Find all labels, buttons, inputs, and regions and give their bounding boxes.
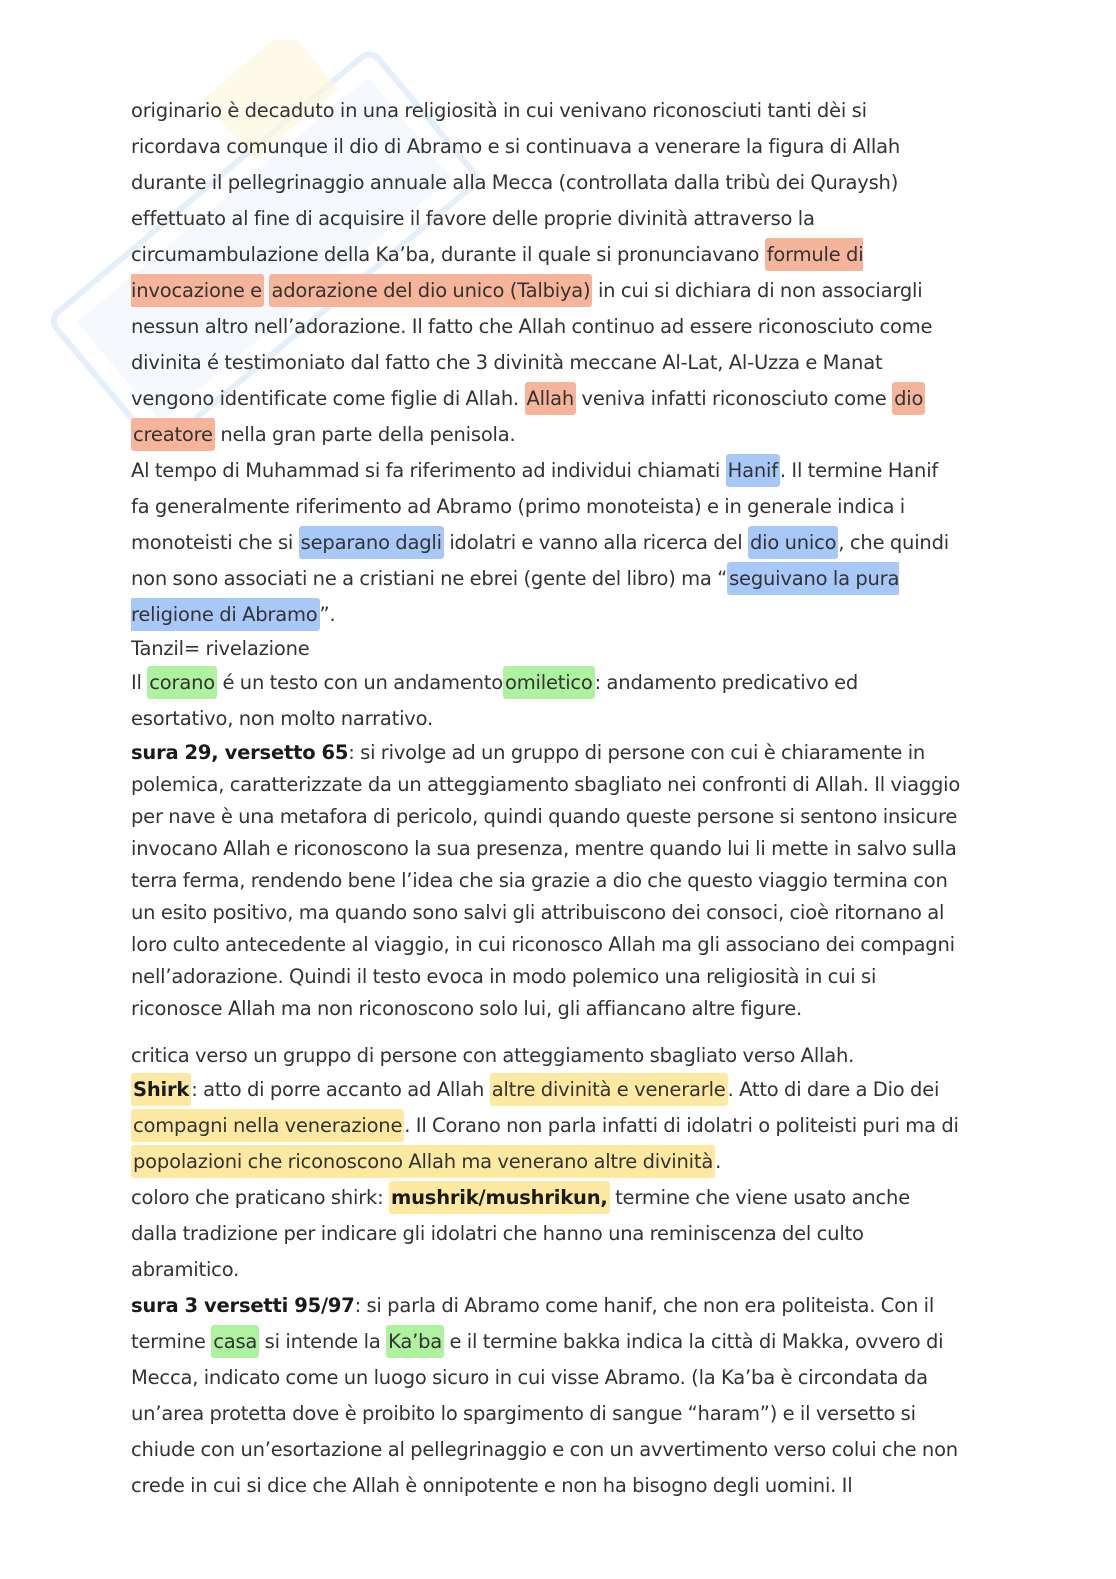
highlight-blue: separano dagli <box>299 526 444 559</box>
paragraph-sura-3: sura 3 versetti 95/97: si parla di Abramo come hanif, che non era politeista. Con il termine casa si intende la Ka’ba e il termine bakka indica la città di Makka, ovvero di Mecca, indicato come un luogo sicuro in cui visse Abramo. (la Ka’ba è circondata da un’area protetta dove è proibito lo spargimento di sangue “haram”) e il versetto si chiude con un’esortazione al pellegrinaggio e con un avvertimento verso colui che non crede in cui si dice che Allah è onnipotente e non ha bisogno degli uomini. Il <box>131 1294 958 1497</box>
paragraph-origins: originario è decaduto in una religiosità in cui venivano riconosciuti tanti dèi si ricordava comunque il dio di Abramo e si continuava a venerare la figura di Allah durante il pellegrinaggio annuale alla Mecca (controllata dalla tribù dei Quraysh) effettuato al fine di acquisire il favore delle proprie divinità attraverso la circumambulazione della Ka’ba, durante il quale si pronunciavano formule di invocazione e adorazione del dio unico (Talbiya) in cui si dichiara di non associargli nessun altro nell’adorazione. Il fatto che Allah continuo ad essere riconosciuto come divinita é testimoniato dal fatto che 3 divinità meccane Al-Lat, Al-Uzza e Manat vengono identificate come figlie di Allah. Allah veniva infatti riconosciuto come dio creatore nella gran parte della penisola. <box>131 93 961 453</box>
paragraph-critica: critica verso un gruppo di persone con atteggiamento sbagliato verso Allah. <box>131 1044 855 1067</box>
highlight-green: corano <box>147 666 217 699</box>
highlight-blue: seguivano la pura religione di Abramo <box>131 562 899 631</box>
highlight-orange: Allah <box>525 382 576 415</box>
highlight-orange: formule di invocazione e <box>131 238 863 307</box>
sura-reference: sura 29, versetto 65 <box>131 741 349 764</box>
document-body <box>131 93 961 1504</box>
highlight-yellow: compagni nella venerazione <box>131 1109 404 1142</box>
paragraph-shirk: Shirk : atto di porre accanto ad Allah altre divinità e venerarle . Atto di dare a Dio dei compagni nella venerazione . Il Corano non parla infatti di idolatri o politeisti puri ma di popolazioni che riconoscono Allah ma venerano altre divinità . <box>131 1072 961 1180</box>
paragraph-hanif: Al tempo di Muhammad si fa riferimento ad individui chiamati Hanif . Il termine Hanif fa generalmente riferimento ad Abramo (primo monoteista) e in generale indica i monoteisti che si separano dagli idolatri e vanno alla ricerca del dio unico , che quindi non sono associati ne a cristiani ne ebrei (gente del libro) ma “ seguivano la pura religione di Abramo ”. <box>131 453 961 633</box>
highlight-orange: creatore <box>131 418 215 451</box>
highlight-green: casa <box>211 1325 259 1358</box>
highlight-blue: dio unico <box>748 526 838 559</box>
highlight-yellow: Shirk <box>131 1073 191 1106</box>
highlight-blue: Hanif <box>726 454 780 487</box>
paragraph-mushrik: coloro che praticano shirk: mushrik/mushrikun, termine che viene usato anche dalla tradizione per indicare gli idolatri che hanno una reminiscenza del culto abramitico. <box>131 1180 961 1288</box>
highlight-orange: adorazione del dio unico (Talbiya) <box>269 274 592 307</box>
paragraph-tanzil: Tanzil= rivelazione <box>131 637 310 660</box>
highlight-yellow: mushrik/mushrikun, <box>389 1181 610 1214</box>
highlight-green: Ka’ba <box>386 1325 444 1358</box>
highlight-yellow: altre divinità e venerarle <box>490 1073 728 1106</box>
highlight-orange: dio <box>892 382 925 415</box>
highlight-green: omiletico <box>503 666 595 699</box>
paragraph-sura-29: sura 29, versetto 65: si rivolge ad un gruppo di persone con cui è chiaramente in polemica, caratterizzate da un atteggiamento sbagliato nei confronti di Allah. Il viaggio per nave è una metafora di pericolo, quindi quando queste persone si sentono insicure invocano Allah e riconoscono la sua presenza, mentre quando lui li mette in salvo sulla terra ferma, rendendo bene l’idea che sia grazie a dio che questo viaggio termina con un esito positivo, ma quando sono salvi gli attribuiscono dei consoci, cioè ritornano al loro culto antecedente al viaggio, in cui riconosco Allah ma gli associano dei compagni nell’adorazione. Quindi il testo evoca in modo polemico una religiosità in cui si riconosce Allah ma non riconoscono solo lui, gli affiancano altre figure. <box>131 741 961 1020</box>
highlight-yellow: popolazioni che riconoscono Allah ma venerano altre divinità <box>131 1145 715 1178</box>
sura-reference: sura 3 versetti 95/97 <box>131 1294 355 1317</box>
paragraph-corano: Il corano é un testo con un andamento omiletico : andamento predicativo ed esortativo, non molto narrativo. <box>131 665 961 737</box>
